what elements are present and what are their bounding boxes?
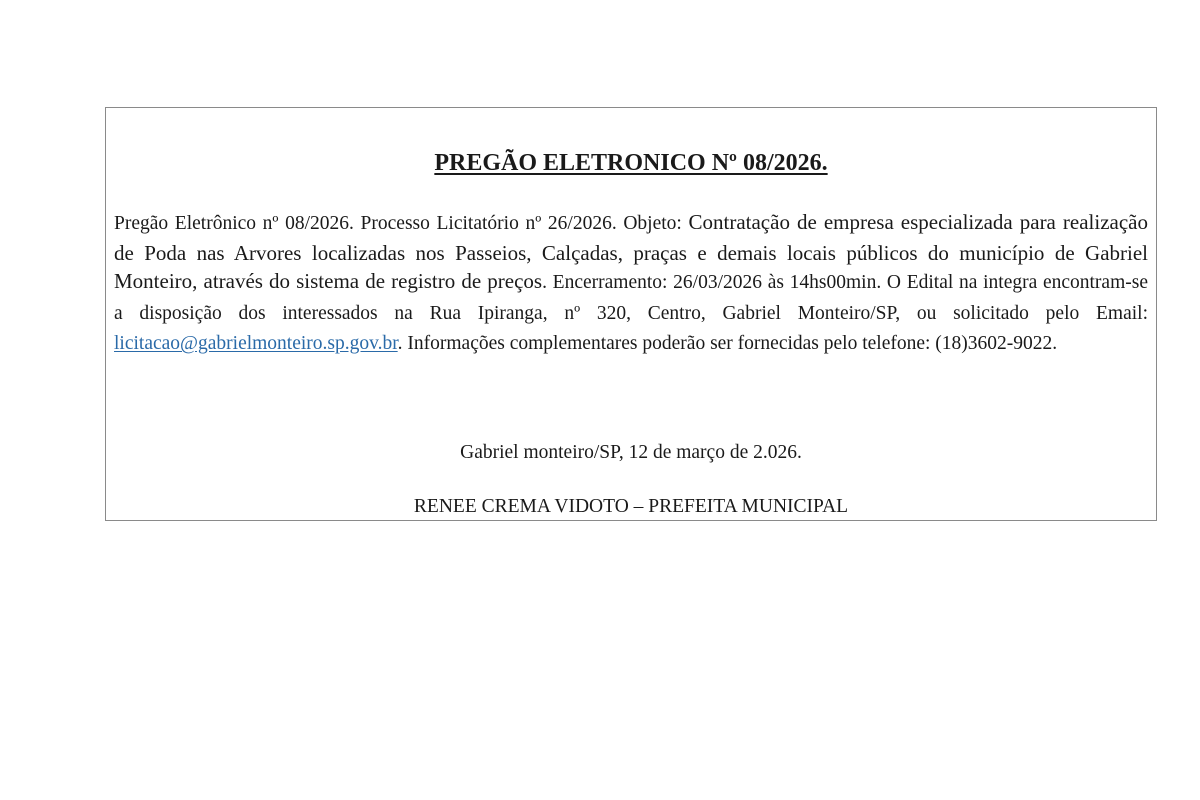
notice-box <box>105 107 1157 521</box>
notice-date: Gabriel monteiro/SP, 12 de março de 2.026. <box>460 442 802 463</box>
notice-body <box>114 208 1148 359</box>
email-link[interactable]: licitacao@gabrielmonteiro.sp.gov.br <box>114 333 398 354</box>
notice-details: . Encerramento: 26/03/2026 às 14hs00min. O Edital na integra encontram-se a disposição dos interessados na Rua Ipiranga, nº 320, Centro, Gabriel Monteiro/SP, ou solicitado pelo Email: <box>114 272 1148 324</box>
notice-signature: RENEE CREMA VIDOTO – PREFEITA MUNICIPAL <box>413 496 849 517</box>
notice-title: PREGÃO ELETRONICO Nº 08/2026. <box>434 150 828 176</box>
notice-intro: Pregão Eletrônico nº 08/2026. Processo Licitatório nº 26/2026. Objeto: <box>114 213 689 234</box>
notice-object: Contratação de empresa especializada para realização de Poda nas Arvores localizadas nos Passeios, Calçadas, praças e demais locais públicos do município de Gabriel Monteiro, através do sistema de registro de preços <box>114 210 1148 293</box>
notice-closing: . Informações complementares poderão ser fornecidas pelo telefone: (18)3602-9022. <box>397 333 1058 354</box>
